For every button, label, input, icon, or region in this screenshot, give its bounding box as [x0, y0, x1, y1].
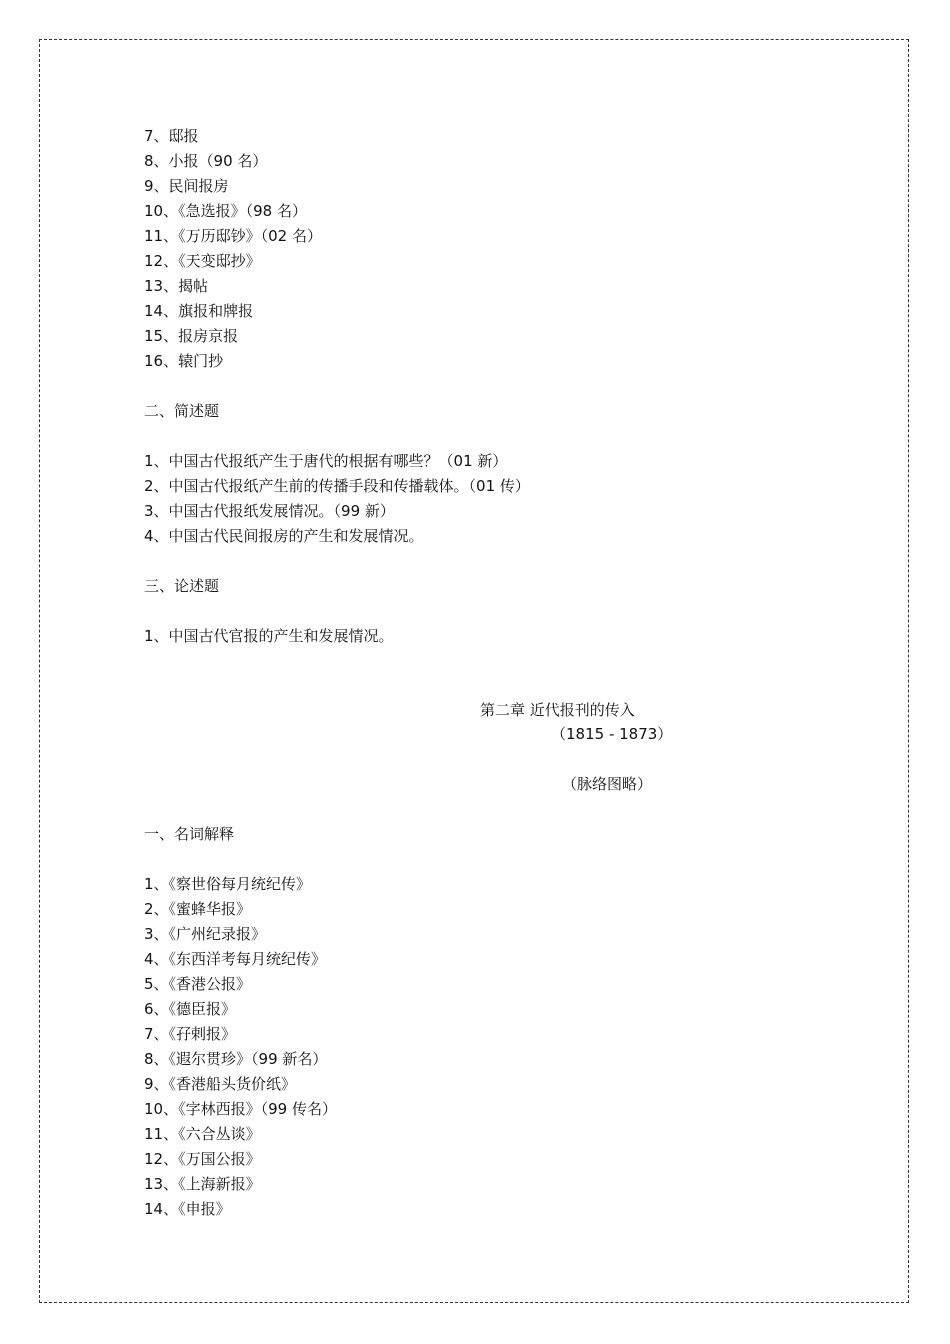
list-item: 3、《广州纪录报》: [144, 925, 267, 943]
list-item: 4、《东西洋考每月统纪传》: [144, 950, 327, 968]
chapter-note: （脉络图略）: [562, 775, 653, 793]
list-item: 7、邸报: [144, 127, 199, 145]
list-item: 12、《天变邸抄》: [144, 252, 261, 270]
list-item: 7、《孖剌报》: [144, 1025, 237, 1043]
list-item: 4、中国古代民间报房的产生和发展情况。: [144, 527, 424, 545]
list-item: 1、中国古代官报的产生和发展情况。: [144, 627, 394, 645]
list-item: 15、报房京报: [144, 327, 239, 345]
list-item: 2、《蜜蜂华报》: [144, 900, 252, 918]
chapter-title: 第二章 近代报刊的传入: [480, 701, 635, 719]
list-item: 8、小报（90 名）: [144, 152, 268, 170]
list-item: 1、《察世俗每月统纪传》: [144, 875, 312, 893]
section-heading-short-answer: 二、简述题: [144, 402, 220, 420]
list-item: 9、民间报房: [144, 177, 229, 195]
list-item: 16、辕门抄: [144, 352, 224, 370]
chapter-years: （1815 - 1873）: [551, 725, 673, 743]
list-item: 11、《万历邸钞》（02 名）: [144, 227, 322, 245]
list-item: 5、《香港公报》: [144, 975, 252, 993]
list-item: 14、旗报和牌报: [144, 302, 254, 320]
list-item: 2、中国古代报纸产生前的传播手段和传播载体。（01 传）: [144, 477, 530, 495]
section-heading-essay: 三、论述题: [144, 577, 220, 595]
list-item: 13、揭帖: [144, 277, 209, 295]
list-item: 10、《字林西报》（99 传名）: [144, 1100, 337, 1118]
list-item: 1、中国古代报纸产生于唐代的根据有哪些？（01 新）: [144, 452, 508, 470]
list-item: 3、中国古代报纸发展情况。（99 新）: [144, 502, 395, 520]
section-heading-terms: 一、名词解释: [144, 825, 235, 843]
list-item: 11、《六合丛谈》: [144, 1125, 261, 1143]
list-item: 14、《申报》: [144, 1200, 231, 1218]
list-item: 9、《香港船头货价纸》: [144, 1075, 297, 1093]
list-item: 6、《德臣报》: [144, 1000, 237, 1018]
list-item: 10、《急选报》（98 名）: [144, 202, 307, 220]
list-item: 12、《万国公报》: [144, 1150, 261, 1168]
list-item: 8、《遐尔贯珍》（99 新名）: [144, 1050, 328, 1068]
list-item: 13、《上海新报》: [144, 1175, 261, 1193]
